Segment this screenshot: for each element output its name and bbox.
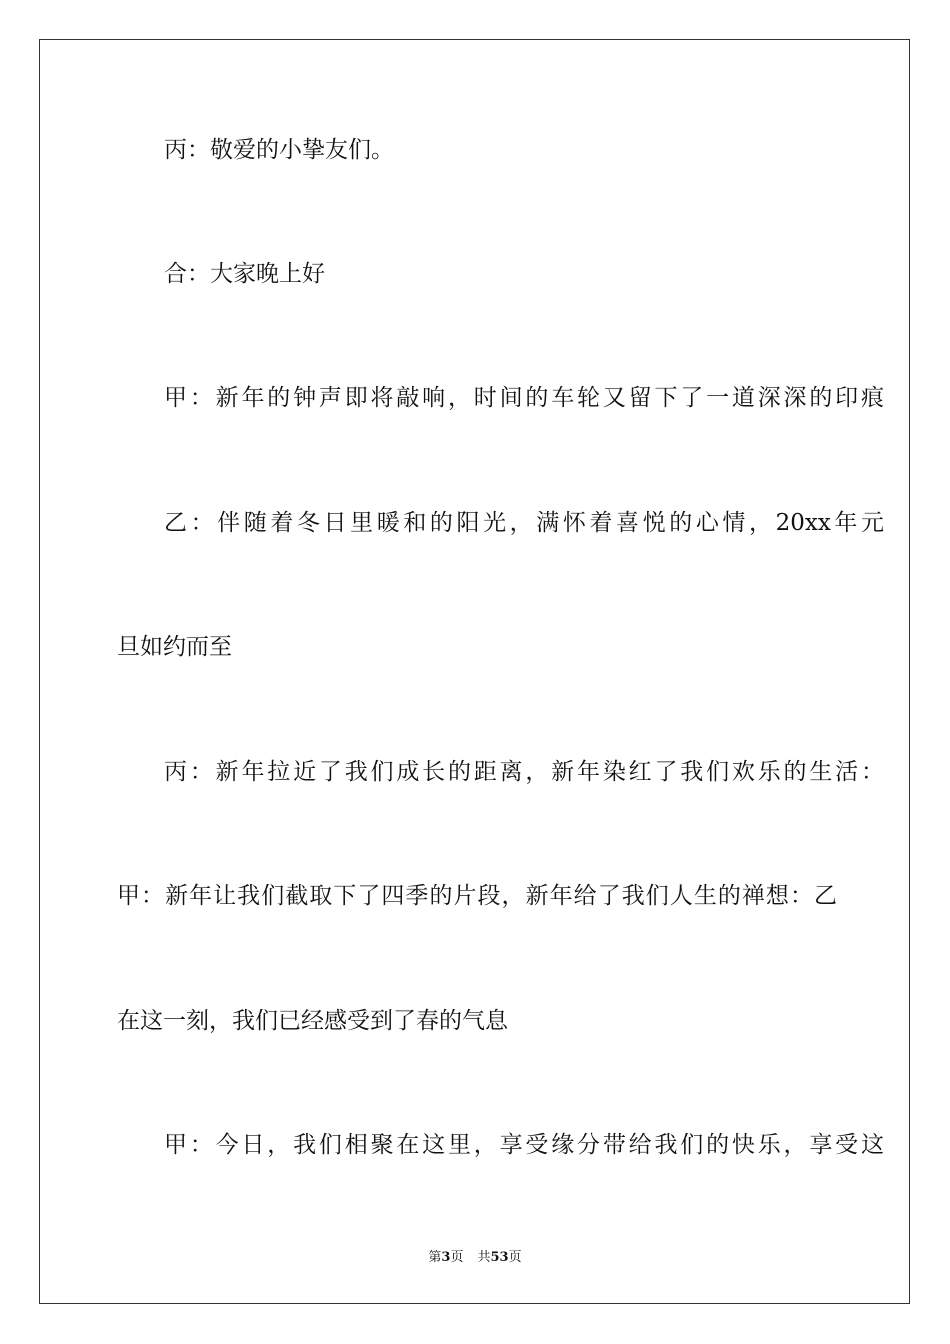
paragraph-line-9: 甲：今日，我们相聚在这里，享受缘分带给我们的快乐，享受这 [164, 1132, 884, 1158]
paragraph-line-7: 甲：新年让我们截取下了四季的片段，新年给了我们人生的禅想：乙 [117, 883, 837, 909]
paragraph-line-3: 甲：新年的钟声即将敲响，时间的车轮又留下了一道深深的印痕 [164, 385, 884, 411]
page-border [39, 39, 910, 1304]
paragraph-line-5: 旦如约而至 [117, 634, 232, 660]
footer-total-prefix: 共 [477, 1250, 491, 1265]
paragraph-line-1: 丙：敬爱的小挚友们。 [164, 137, 394, 163]
footer-total-suffix: 页 [508, 1250, 522, 1265]
footer-page-number: 3 [441, 1250, 451, 1265]
paragraph-line-4: 乙：伴随着冬日里暖和的阳光，满怀着喜悦的心情，20xx年元 [164, 510, 884, 536]
paragraph-line-2: 合：大家晚上好 [164, 261, 325, 287]
paragraph-line-8: 在这一刻，我们已经感受到了春的气息 [117, 1008, 508, 1034]
paragraph-line-6: 丙：新年拉近了我们成长的距离，新年染红了我们欢乐的生活： [164, 759, 884, 785]
footer-page-suffix: 页 [450, 1250, 464, 1265]
page-footer [0, 1246, 950, 1265]
footer-total-pages: 53 [490, 1250, 509, 1265]
footer-page-prefix: 第 [428, 1250, 442, 1265]
